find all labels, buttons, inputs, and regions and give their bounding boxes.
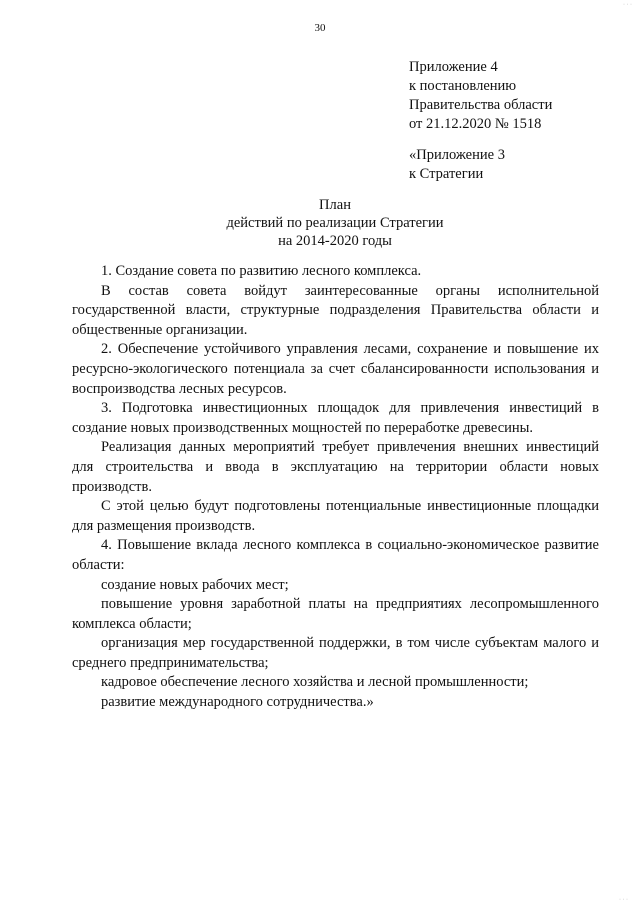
appendix-header bbox=[409, 58, 629, 134]
paragraph: В состав совета войдут заинтересованные органы исполнительной государственной власти, структурные подразделения Правительства области и общественные организации. bbox=[72, 282, 599, 338]
appendix-ref-line: к Стратегии bbox=[409, 166, 484, 182]
document-body bbox=[72, 262, 599, 713]
paragraph: развитие международного сотрудничества.» bbox=[101, 694, 374, 711]
document-title bbox=[0, 196, 640, 250]
paragraph: Реализация данных мероприятий требует привлечения внешних инвестиций для строительства и ввода в эксплуатацию на территории области новых производств. bbox=[72, 439, 599, 495]
title-line: действий по реализации Стратегии bbox=[226, 215, 444, 231]
paragraph: 3. Подготовка инвестиционных площадок для привлечения инвестиций в создание новых производственных мощностей по переработке древесины. bbox=[72, 400, 599, 436]
paragraph: кадровое обеспечение лесного хозяйства и лесной промышленности; bbox=[101, 674, 529, 691]
title-line: на 2014-2020 годы bbox=[278, 233, 392, 249]
appendix-line: от 21.12.2020 № 1518 bbox=[409, 116, 542, 132]
paragraph: 2. Обеспечение устойчивого управления лесами, сохранение и повышение их ресурсно-экологического потенциала за счет сбалансированности использования и воспроизводства лесных ресурсов. bbox=[72, 341, 599, 397]
title-line: План bbox=[319, 197, 351, 213]
paragraph: С этой целью будут подготовлены потенциальные инвестиционные площадки для размещения производств. bbox=[72, 498, 599, 534]
paragraph: организация мер государственной поддержки, в том числе субъектам малого и среднего предпринимательства; bbox=[72, 635, 599, 671]
paragraph: повышение уровня заработной платы на предприятиях лесопромышленного комплекса области; bbox=[72, 596, 599, 632]
scan-mark: · · · bbox=[623, 2, 632, 8]
page-number: 30 bbox=[314, 22, 326, 34]
paragraph: создание новых рабочих мест; bbox=[101, 576, 289, 593]
paragraph: 1. Создание совета по развитию лесного комплекса. bbox=[101, 263, 422, 279]
appendix-line: Правительства области bbox=[409, 97, 553, 113]
appendix-reference bbox=[409, 146, 629, 184]
scan-mark: · · · bbox=[619, 897, 628, 903]
appendix-line: Приложение 4 bbox=[409, 59, 498, 75]
appendix-line: к постановлению bbox=[409, 78, 517, 94]
paragraph: 4. Повышение вклада лесного комплекса в социально-экономическое развитие области: bbox=[72, 537, 599, 573]
appendix-ref-line: «Приложение 3 bbox=[409, 147, 505, 163]
